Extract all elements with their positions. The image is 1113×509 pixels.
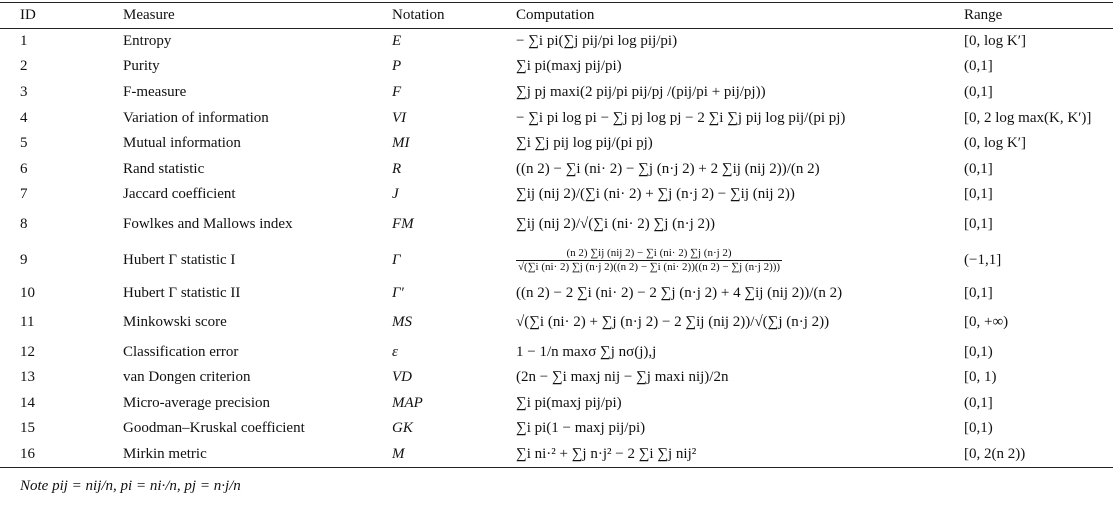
row-id: 3 xyxy=(20,83,28,100)
row-range: [0, 2 log max(K, K′)] xyxy=(964,109,1092,126)
table-row xyxy=(0,105,1113,131)
row-computation: ((n 2) − 2 ∑i (ni· 2) − 2 ∑j (n·j 2) + 4 ∑ij (nij 2))/(n 2) xyxy=(516,284,843,301)
row-id: 13 xyxy=(20,369,35,386)
table-header-row xyxy=(0,3,1113,29)
row-range: (−1,1] xyxy=(964,252,1002,269)
header-computation: Computation xyxy=(516,3,964,29)
row-measure: Classification error xyxy=(123,343,239,360)
table-row xyxy=(0,156,1113,182)
row-notation: VD xyxy=(392,369,412,386)
row-measure: Variation of information xyxy=(123,109,269,126)
row-measure: Hubert Γ statistic II xyxy=(123,284,241,301)
row-computation: ∑i ∑j pij log pij/(pi pj) xyxy=(516,135,653,152)
table-row xyxy=(0,365,1113,391)
row-measure: Purity xyxy=(123,58,160,75)
row-id: 8 xyxy=(20,215,28,232)
table-row xyxy=(0,80,1113,106)
row-range: [0, +∞) xyxy=(964,314,1009,331)
hubert-numerator: (n 2) ∑ij (nij 2) − ∑i (ni· 2) ∑j (n·j 2) xyxy=(516,247,782,261)
row-id: 10 xyxy=(20,284,35,301)
row-notation: M xyxy=(392,442,516,468)
row-notation: P xyxy=(392,58,402,75)
row-id: 4 xyxy=(20,109,28,126)
row-range: [0,1] xyxy=(964,186,993,203)
row-measure: Mirkin metric xyxy=(123,442,392,468)
row-notation: MAP xyxy=(392,394,423,411)
header-measure: Measure xyxy=(123,3,392,29)
row-id: 14 xyxy=(20,394,35,411)
row-range: [0,1] xyxy=(964,215,993,232)
row-computation: ∑i pi(maxj pij/pi) xyxy=(516,58,622,75)
header-range: Range xyxy=(964,3,1113,29)
row-range: [0, 2(n 2)) xyxy=(964,442,1113,468)
row-measure: Minkowski score xyxy=(123,314,227,331)
table-row xyxy=(0,54,1113,80)
row-id: 6 xyxy=(20,160,28,177)
table-row xyxy=(0,390,1113,416)
row-measure: Rand statistic xyxy=(123,160,205,177)
row-notation: Γ′ xyxy=(392,284,404,301)
row-notation: VI xyxy=(392,109,407,126)
row-notation: GK xyxy=(392,420,413,437)
row-measure: Micro-average precision xyxy=(123,394,271,411)
row-id: 9 xyxy=(20,252,28,269)
row-range: [0, 1) xyxy=(964,369,997,386)
table-row xyxy=(0,416,1113,442)
row-notation: MI xyxy=(392,135,410,152)
row-computation: ((n 2) − ∑i (ni· 2) − ∑j (n·j 2) + 2 ∑ij (nij 2))/(n 2) xyxy=(516,160,820,177)
row-id: 15 xyxy=(20,420,35,437)
table-row xyxy=(0,442,1113,468)
row-range: [0,1) xyxy=(964,343,993,360)
table-row xyxy=(0,281,1113,307)
row-measure: F-measure xyxy=(123,83,187,100)
row-measure: Jaccard coefficient xyxy=(123,186,236,203)
row-measure: Hubert Γ statistic I xyxy=(123,252,236,269)
row-notation: F xyxy=(392,83,402,100)
row-range: [0,1] xyxy=(964,284,993,301)
table-row xyxy=(0,306,1113,339)
table-row xyxy=(0,29,1113,55)
hubert-fraction xyxy=(516,247,782,274)
row-notation: MS xyxy=(392,314,412,331)
row-computation: ∑ij (nij 2)/√(∑i (ni· 2) ∑j (n·j 2)) xyxy=(516,215,716,232)
row-id: 16 xyxy=(0,442,123,468)
row-computation xyxy=(516,241,964,281)
row-notation: E xyxy=(392,33,402,50)
row-notation: J xyxy=(392,186,399,203)
row-range: (0,1] xyxy=(964,58,993,75)
row-computation: ∑i ni·² + ∑j n·j² − 2 ∑i ∑j nij² xyxy=(516,442,964,468)
row-computation: √(∑i (ni· 2) + ∑j (n·j 2) − 2 ∑ij (nij 2))/√(∑j (n·j 2)) xyxy=(516,314,830,331)
table-note: Note pij = nij/n, pi = ni·/n, pj = n·j/n xyxy=(20,478,241,494)
table-row xyxy=(0,182,1113,208)
table-row xyxy=(0,339,1113,365)
row-id: 1 xyxy=(20,33,28,50)
row-measure: Entropy xyxy=(123,33,172,50)
row-computation: ∑i pi(1 − maxj pij/pi) xyxy=(516,420,646,437)
row-measure: Mutual information xyxy=(123,135,241,152)
row-id: 11 xyxy=(20,314,35,331)
table-row xyxy=(0,131,1113,157)
row-measure: Goodman–Kruskal coefficient xyxy=(123,420,305,437)
row-computation: − ∑i pi(∑j pij/pi log pij/pi) xyxy=(516,33,678,50)
row-notation: FM xyxy=(392,215,414,232)
row-range: [0,1) xyxy=(964,420,993,437)
row-notation: R xyxy=(392,160,402,177)
hubert-denominator: √(∑i (ni· 2) ∑j (n·j 2)((n 2) − ∑i (ni· 2))((n 2) − ∑j (n·j 2))) xyxy=(518,261,781,274)
row-range: (0,1] xyxy=(964,160,993,177)
row-measure: Fowlkes and Mallows index xyxy=(123,215,293,232)
row-computation: − ∑i pi log pi − ∑j pj log pj − 2 ∑i ∑j pij log pij/(pi pj) xyxy=(516,109,846,126)
row-range: [0, log K′] xyxy=(964,33,1027,50)
row-computation: ∑i pi(maxj pij/pi) xyxy=(516,394,622,411)
row-range: (0, log K′] xyxy=(964,135,1027,152)
row-measure: van Dongen criterion xyxy=(123,369,251,386)
row-computation: (2n − ∑i maxj nij − ∑j maxi nij)/2n xyxy=(516,369,729,386)
table-row xyxy=(0,208,1113,241)
row-computation: ∑ij (nij 2)/(∑i (ni· 2) + ∑j (n·j 2) − ∑ij (nij 2)) xyxy=(516,186,795,203)
row-id: 2 xyxy=(20,58,28,75)
row-notation: ε xyxy=(392,343,398,360)
row-notation: Γ xyxy=(392,252,401,269)
header-notation: Notation xyxy=(392,3,516,29)
measures-table xyxy=(0,2,1113,468)
row-id: 12 xyxy=(20,343,35,360)
row-id: 5 xyxy=(20,135,28,152)
table-row xyxy=(0,241,1113,281)
header-id: ID xyxy=(0,3,123,29)
row-id: 7 xyxy=(20,186,28,203)
row-computation: 1 − 1/n maxσ ∑j nσ(j),j xyxy=(516,343,657,360)
row-range: (0,1] xyxy=(964,394,993,411)
row-range: (0,1] xyxy=(964,83,993,100)
row-computation: ∑j pj maxi(2 pij/pi pij/pj /(pij/pi + pij/pj)) xyxy=(516,83,766,100)
